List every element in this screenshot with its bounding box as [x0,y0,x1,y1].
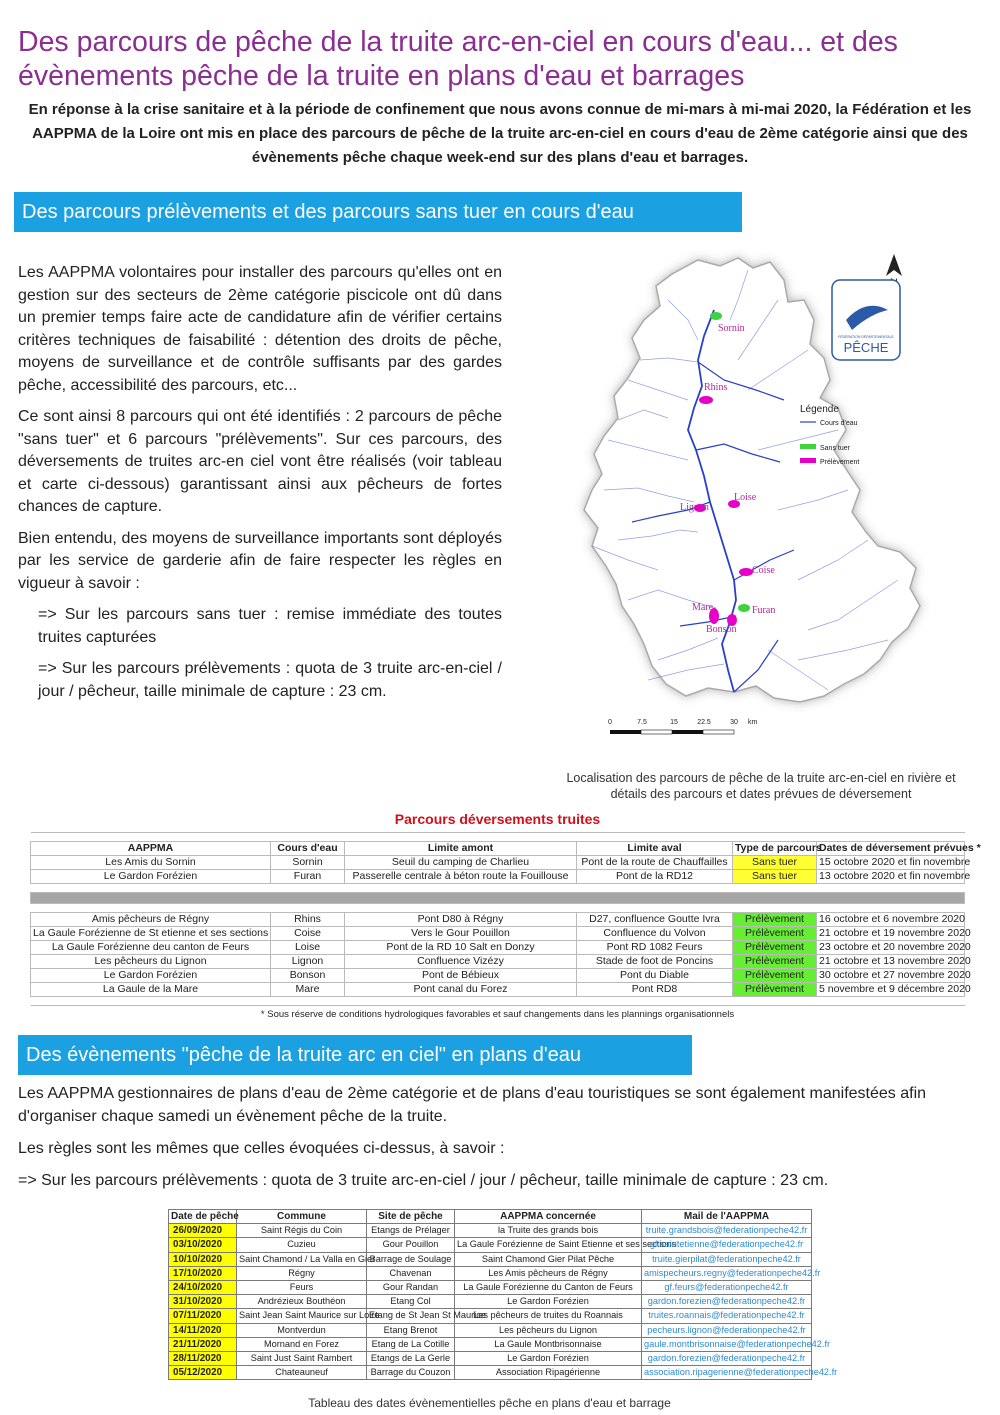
cell: Le Gardon Forézien [31,969,271,983]
svg-text:42: 42 [867,305,877,314]
cell: Pont de la RD 10 Salt en Donzy [345,941,577,955]
email-link[interactable]: gf.saintetienne@federationpeche42.fr [642,1238,812,1252]
event-date: 28/11/2020 [169,1351,237,1365]
email-link[interactable]: gaule.montbrisonnaise@federationpeche42.fr [642,1337,812,1351]
column-header: Cours d'eau [271,842,345,856]
svg-text:Cours d'eau: Cours d'eau [820,420,858,427]
cell: Les pêcheurs du Lignon [31,955,271,969]
cell: Etang Brenot [367,1323,455,1337]
svg-text:km: km [748,719,758,726]
table-row [169,1295,812,1309]
section2-heading: Des évènements "pêche de la truite arc en ciel" en plans d'eau [18,1035,692,1075]
type-badge: Prélèvement [733,927,817,941]
cell: 16 octobre et 6 novembre 2020 [817,913,965,927]
page-title: Des parcours de pêche de la truite arc-en-ciel en cours d'eau... et des évènements pêche de la truite en plans d'eau et barrages [18,26,898,93]
column-header: Mail de l'AAPPMA [642,1210,812,1224]
cell: La Gaule de la Mare [31,983,271,997]
svg-text:Lignon: Lignon [680,502,709,513]
cell: Pont RD8 [577,983,733,997]
cell: Saint Régis du Coin [237,1224,367,1238]
parcours-table [30,806,981,1022]
cell: Pont de la RD12 [577,870,733,884]
cell: Lignon [271,955,345,969]
cell: Gour Randan [367,1280,455,1294]
email-link[interactable]: truites.roannais@federationpeche42.fr [642,1309,812,1323]
cell: Régny [237,1266,367,1280]
table-row [169,1266,812,1280]
rule-prelevement: => Sur les parcours prélèvements : quota de 3 truite arc-en-ciel / jour / pêcheur, taille minimale de capture : 23 cm. [38,660,502,700]
event-date: 17/10/2020 [169,1266,237,1280]
event-date: 07/11/2020 [169,1309,237,1323]
scale-bar [608,719,757,734]
email-link[interactable]: truite.grandsbois@federationpeche42.fr [642,1224,812,1238]
svg-text:Furan: Furan [752,605,776,616]
cell: Etangs de La Gerle [367,1351,455,1365]
cell: La Gaule Montbrisonnaise [455,1337,642,1351]
cell: Barrage de Soulage [367,1252,455,1266]
svg-text:Mare: Mare [692,602,714,613]
table-row [31,983,965,997]
type-badge: Sans tuer [733,856,817,870]
cell: Le Gardon Forézien [31,870,271,884]
cell: Le Gardon Forézien [455,1295,642,1309]
svg-text:Sornin: Sornin [718,323,745,334]
table-row [169,1252,812,1266]
column-header: AAPPMA concernée [455,1210,642,1224]
cell: Confluence Vizézy [345,955,577,969]
cell: Les Amis du Sornin [31,856,271,870]
cell: D27, confluence Goutte Ivra [577,913,733,927]
cell: Association Ripagérienne [455,1366,642,1380]
cell: Chavenan [367,1266,455,1280]
paragraph: Les AAPPMA gestionnaires de plans d'eau de 2ème catégorie et de plans d'eau touristiques se sont également manifestées afin d'organiser chaque samedi un évènement pêche de la truite. [18,1085,927,1125]
cell: La Gaule Forézienne de St etienne et ses sections [31,927,271,941]
table-row [169,1351,812,1365]
column-header: Type de parcours [733,842,817,856]
table-row [169,1280,812,1294]
event-date: 14/11/2020 [169,1323,237,1337]
cell: Chateauneuf [237,1366,367,1380]
svg-text:Loise: Loise [734,492,757,503]
cell: Montverdun [237,1323,367,1337]
cell: 15 octobre 2020 et fin novembre [817,856,965,870]
cell: Coise [271,927,345,941]
svg-text:7.5: 7.5 [637,719,647,726]
cell: Les pêcheurs de truites du Roannais [455,1309,642,1323]
type-badge: Prélèvement [733,941,817,955]
intro-paragraph: En réponse à la crise sanitaire et à la période de confinement que nous avons connue de mi-mars à mi-mai 2020, la Fédération et les AAPPMA de la Loire ont mis en place des parcours de pêche de la truite arc-en-ciel en cours d'eau de 2ème catégorie ainsi que des évènements pêche chaque week-end sur des plans d'eau et barrages. [28,101,972,166]
svg-text:Coise: Coise [752,565,775,576]
cell: Les pêcheurs du Lignon [455,1323,642,1337]
cell: Barrage du Couzon [367,1366,455,1380]
federation-logo [832,280,900,360]
svg-text:Bonson: Bonson [706,624,737,635]
cell: Saint Jean Saint Maurice sur Loire [237,1309,367,1323]
cell: Saint Chamond / La Valla en Gier [237,1252,367,1266]
table-row [169,1238,812,1252]
cell: Amis pêcheurs de Régny [31,913,271,927]
cell: Furan [271,870,345,884]
event-date: 05/12/2020 [169,1366,237,1380]
table-row [31,913,965,927]
cell: Saint Chamond Gier Pilat Pêche [455,1252,642,1266]
cell: Gour Pouillon [367,1238,455,1252]
cell: Etang de La Cotille [367,1337,455,1351]
cell: Loise [271,941,345,955]
svg-text:22.5: 22.5 [697,719,711,726]
cell: Pont RD 1082 Feurs [577,941,733,955]
email-link[interactable]: association.ripagerienne@federationpeche42.fr [642,1366,812,1380]
column-header: Dates de déversement prévues * [817,842,965,856]
cell: Vers le Gour Pouillon [345,927,577,941]
cell: Bonson [271,969,345,983]
cell: Confluence du Volvon [577,927,733,941]
column-header: Date de pêche [169,1210,237,1224]
svg-text:15: 15 [670,719,678,726]
table-row [31,870,965,884]
svg-text:Sans tuer: Sans tuer [820,445,850,452]
section2-text [18,1082,968,1201]
rule-sans-tuer: => Sur les parcours sans tuer : remise immédiate des toutes truites capturées [38,606,502,646]
table-separator [31,893,965,904]
table-row [31,955,965,969]
table-row [169,1366,812,1380]
cell: 13 octobre 2020 et fin novembre [817,870,965,884]
svg-text:PÊCHE: PÊCHE [843,340,889,355]
cell: Cuzieu [237,1238,367,1252]
event-date: 03/10/2020 [169,1238,237,1252]
cell: Etang Col [367,1295,455,1309]
loire-map [548,240,980,758]
paragraph: Bien entendu, des moyens de surveillance importants sont déployés par les service de garderie afin de faire respecter les règles en vigueur à savoir : [18,529,502,592]
cell: 21 octobre et 19 novembre 2020 [817,927,965,941]
paragraph: => Sur les parcours prélèvements : quota de 3 truite arc-en-ciel / jour / pêcheur, taille minimale de capture : 23 cm. [18,1172,829,1189]
map-caption: Localisation des parcours de pêche de la truite arc-en-ciel en rivière et détails des parcours et dates prévues de déversement [566,771,956,801]
table-header-row [169,1210,812,1224]
cell: 5 novembre et 9 décembre 2020 [817,983,965,997]
paragraph: Les AAPPMA volontaires pour installer des parcours qu'elles ont en gestion sur des secteurs de 2ème catégorie piscicole ont dû dans un premier temps faire acte de candidature afin de vérifier certains critères techniques de faisabilité : détention des droits de pêche, moyens de surveillance et de contrôle suffisants par des gardes pêche, accessibilité des parcours, etc... [18,264,502,394]
email-link[interactable]: gf.feurs@federationpeche42.fr [642,1280,812,1294]
cell: Passerelle centrale à béton route la Fouillouse [345,870,577,884]
cell: Etangs de Prélager [367,1224,455,1238]
table-row [169,1323,812,1337]
svg-text:0: 0 [608,719,612,726]
parcours-table-title: Parcours déversements truites [394,811,601,827]
svg-text:30: 30 [730,719,738,726]
svg-text:Rhins: Rhins [704,382,728,393]
event-date: 31/10/2020 [169,1295,237,1309]
table-row [31,969,965,983]
cell: Mare [271,983,345,997]
cell: Les Amis pêcheurs de Régny [455,1266,642,1280]
svg-text:Légende: Légende [800,404,839,415]
email-link[interactable]: gardon.forezien@federationpeche42.fr [642,1351,812,1365]
column-header: AAPPMA [31,842,271,856]
cell: Stade de foot de Poncins [577,955,733,969]
cell: Pont D80 à Régny [345,913,577,927]
type-badge: Prélèvement [733,983,817,997]
cell: 30 octobre et 27 novembre 2020 [817,969,965,983]
table-header-row [31,842,965,856]
cell: Seuil du camping de Charlieu [345,856,577,870]
cell: Pont de la route de Chauffailles [577,856,733,870]
type-badge: Prélèvement [733,913,817,927]
event-date: 10/10/2020 [169,1252,237,1266]
email-link[interactable]: truite.gierpilat@federationpeche42.fr [642,1252,812,1266]
cell: Pont canal du Forez [345,983,577,997]
events-table-caption: Tableau des dates évènementielles pêche en plans d'eau et barrage [308,1396,671,1410]
event-date: 21/11/2020 [169,1337,237,1351]
cell: La Gaule Forézienne de Saint Etienne et ses sections [455,1238,642,1252]
event-date: 26/09/2020 [169,1224,237,1238]
table-row [31,941,965,955]
events-table [168,1209,838,1380]
cell: Andrézieux Bouthéon [237,1295,367,1309]
cell: La Gaule Forézienne du Canton de Feurs [455,1280,642,1294]
column-header: Site de pêche [367,1210,455,1224]
cell: Le Gardon Forézien [455,1351,642,1365]
table-row [31,927,965,941]
cell: Rhins [271,913,345,927]
cell: Sornin [271,856,345,870]
table-row [169,1337,812,1351]
table-row [169,1309,812,1323]
cell: 21 octobre et 13 novembre 2020 [817,955,965,969]
column-header: Limite aval [577,842,733,856]
cell: Pont de Bébieux [345,969,577,983]
table-row [169,1224,812,1238]
column-header: Commune [237,1210,367,1224]
email-link[interactable]: gardon.forezien@federationpeche42.fr [642,1295,812,1309]
event-date: 24/10/2020 [169,1280,237,1294]
type-badge: Sans tuer [733,870,817,884]
cell: la Truite des grands bois [455,1224,642,1238]
cell: La Gaule Forézienne deu canton de Feurs [31,941,271,955]
cell: Pont du Diable [577,969,733,983]
email-link[interactable]: amispecheurs.regny@federationpeche42.fr [642,1266,812,1280]
cell: Mornand en Forez [237,1337,367,1351]
cell: 23 octobre et 20 novembre 2020 [817,941,965,955]
paragraph: Les règles sont les mêmes que celles évoquées ci-dessus, à savoir : [18,1140,505,1157]
table-row [31,856,965,870]
email-link[interactable]: pecheurs.lignon@federationpeche42.fr [642,1323,812,1337]
type-badge: Prélèvement [733,969,817,983]
cell: Saint Just Saint Rambert [237,1351,367,1365]
type-badge: Prélèvement [733,955,817,969]
svg-text:Prélèvement: Prélèvement [820,459,860,466]
cell: Etang de St Jean St Maurice [367,1309,455,1323]
cell: Feurs [237,1280,367,1294]
svg-text:FÉDÉRATION DÉPARTEMENTALE: FÉDÉRATION DÉPARTEMENTALE [838,335,894,339]
section1-text [18,262,502,712]
paragraph: Ce sont ainsi 8 parcours qui ont été identifiés : 2 parcours de pêche "sans tuer" et 6 parcours "prélèvements". Sur ces parcours, des déversements de truites arc-en ciel vont être réalisés (voir tableau et carte ci-dessous) garantissant ainsi aux pêcheurs de fortes chances de capture. [18,408,502,515]
column-header: Limite amont [345,842,577,856]
section1-heading: Des parcours prélèvements et des parcours sans tuer en cours d'eau [14,192,742,232]
table-footnote: * Sous réserve de conditions hydrologiques favorables et sauf changements dans les plannings organisationnels [260,1008,735,1020]
